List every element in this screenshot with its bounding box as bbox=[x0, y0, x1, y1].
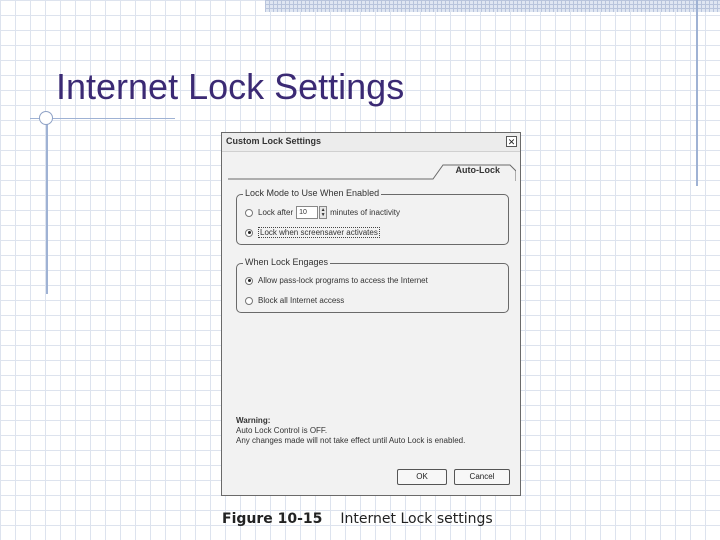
block-all-label: Block all Internet access bbox=[258, 296, 345, 305]
lock-after-suffix: minutes of inactivity bbox=[330, 208, 400, 217]
minutes-stepper[interactable] bbox=[319, 206, 327, 219]
figure-text: Internet Lock settings bbox=[340, 511, 493, 527]
crosshair-ornament bbox=[39, 111, 53, 125]
allow-passlock-radio[interactable] bbox=[245, 277, 253, 285]
figure-label: Figure 10-15 bbox=[222, 511, 323, 527]
lock-after-option[interactable] bbox=[245, 206, 400, 219]
lock-after-radio[interactable] bbox=[245, 209, 253, 217]
close-icon[interactable]: ✕ bbox=[507, 137, 516, 147]
slide-title: Internet Lock Settings bbox=[56, 66, 405, 107]
screensaver-option[interactable] bbox=[245, 227, 380, 238]
warning-line-2: Any changes made will not take effect until Auto Lock is enabled. bbox=[236, 436, 466, 445]
allow-passlock-option[interactable] bbox=[245, 276, 428, 285]
spin-down-icon[interactable]: ▼ bbox=[320, 211, 326, 218]
warning-message bbox=[236, 416, 465, 446]
lock-engages-legend: When Lock Engages bbox=[245, 257, 329, 267]
screensaver-label: Lock when screensaver activates bbox=[260, 228, 378, 237]
minutes-input[interactable]: 10 bbox=[296, 206, 318, 219]
custom-lock-settings-dialog bbox=[221, 132, 521, 496]
allow-passlock-label: Allow pass-lock programs to access the Internet bbox=[258, 276, 428, 285]
lock-mode-group bbox=[236, 188, 509, 245]
tab-auto-lock[interactable] bbox=[228, 159, 516, 181]
screensaver-radio[interactable] bbox=[245, 229, 253, 237]
tab-label: Auto-Lock bbox=[455, 165, 500, 175]
dialog-titlebar bbox=[222, 133, 520, 152]
warning-title: Warning: bbox=[236, 416, 271, 425]
figure-caption bbox=[222, 511, 493, 527]
lock-mode-legend: Lock Mode to Use When Enabled bbox=[245, 188, 380, 198]
lock-after-prefix: Lock after bbox=[258, 208, 294, 217]
block-all-option[interactable] bbox=[245, 296, 344, 305]
warning-line-1: Auto Lock Control is OFF. bbox=[236, 426, 328, 435]
lock-engages-group bbox=[236, 257, 509, 313]
left-accent-line bbox=[46, 118, 48, 294]
cancel-button[interactable]: Cancel bbox=[454, 469, 510, 485]
ok-button[interactable]: OK bbox=[397, 469, 447, 485]
dialog-title: Custom Lock Settings bbox=[226, 136, 322, 146]
block-all-radio[interactable] bbox=[245, 297, 253, 305]
spin-up-icon[interactable]: ▲ bbox=[320, 206, 326, 213]
right-accent-line bbox=[696, 0, 698, 186]
top-decorative-band bbox=[265, 0, 720, 12]
